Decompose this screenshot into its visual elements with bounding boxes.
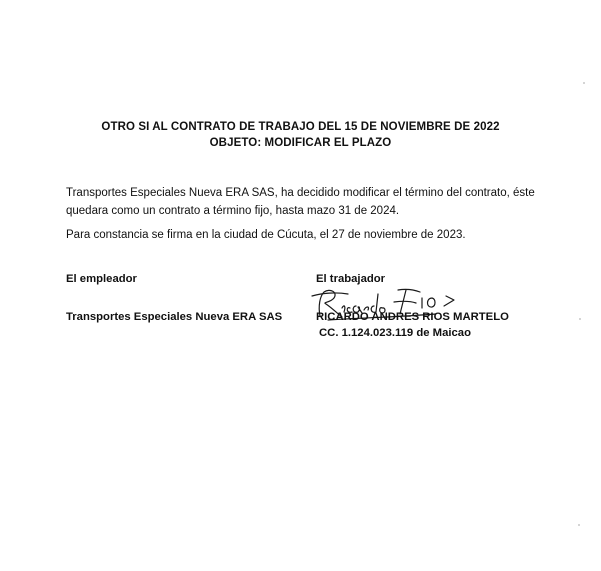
employer-name: Transportes Especiales Nueva ERA SAS bbox=[66, 311, 283, 323]
worker-name: RICARDO ANDRES RIOS MARTELO bbox=[316, 311, 509, 323]
scan-speck bbox=[579, 318, 581, 320]
scan-speck bbox=[583, 82, 585, 84]
worker-label: El trabajador bbox=[316, 273, 386, 285]
worker-id: CC. 1.124.023.119 de Maicao bbox=[319, 327, 471, 339]
body-paragraph-2: Para constancia se firma en la ciudad de Cúcuta, el 27 de noviembre de 2023. bbox=[66, 229, 466, 241]
document-title: OTRO SI AL CONTRATO DE TRABAJO DEL 15 DE NOVIEMBRE DE 2022 bbox=[101, 121, 500, 133]
employer-label: El empleador bbox=[66, 273, 137, 285]
document-subject: OBJETO: MODIFICAR EL PLAZO bbox=[209, 137, 392, 149]
body-paragraph-1: Transportes Especiales Nueva ERA SAS, ha decidido modificar el término del contrato, éste quedara como un contrato a término fijo, hasta mazo 31 de 2024. bbox=[66, 187, 535, 217]
scan-speck bbox=[578, 524, 580, 526]
